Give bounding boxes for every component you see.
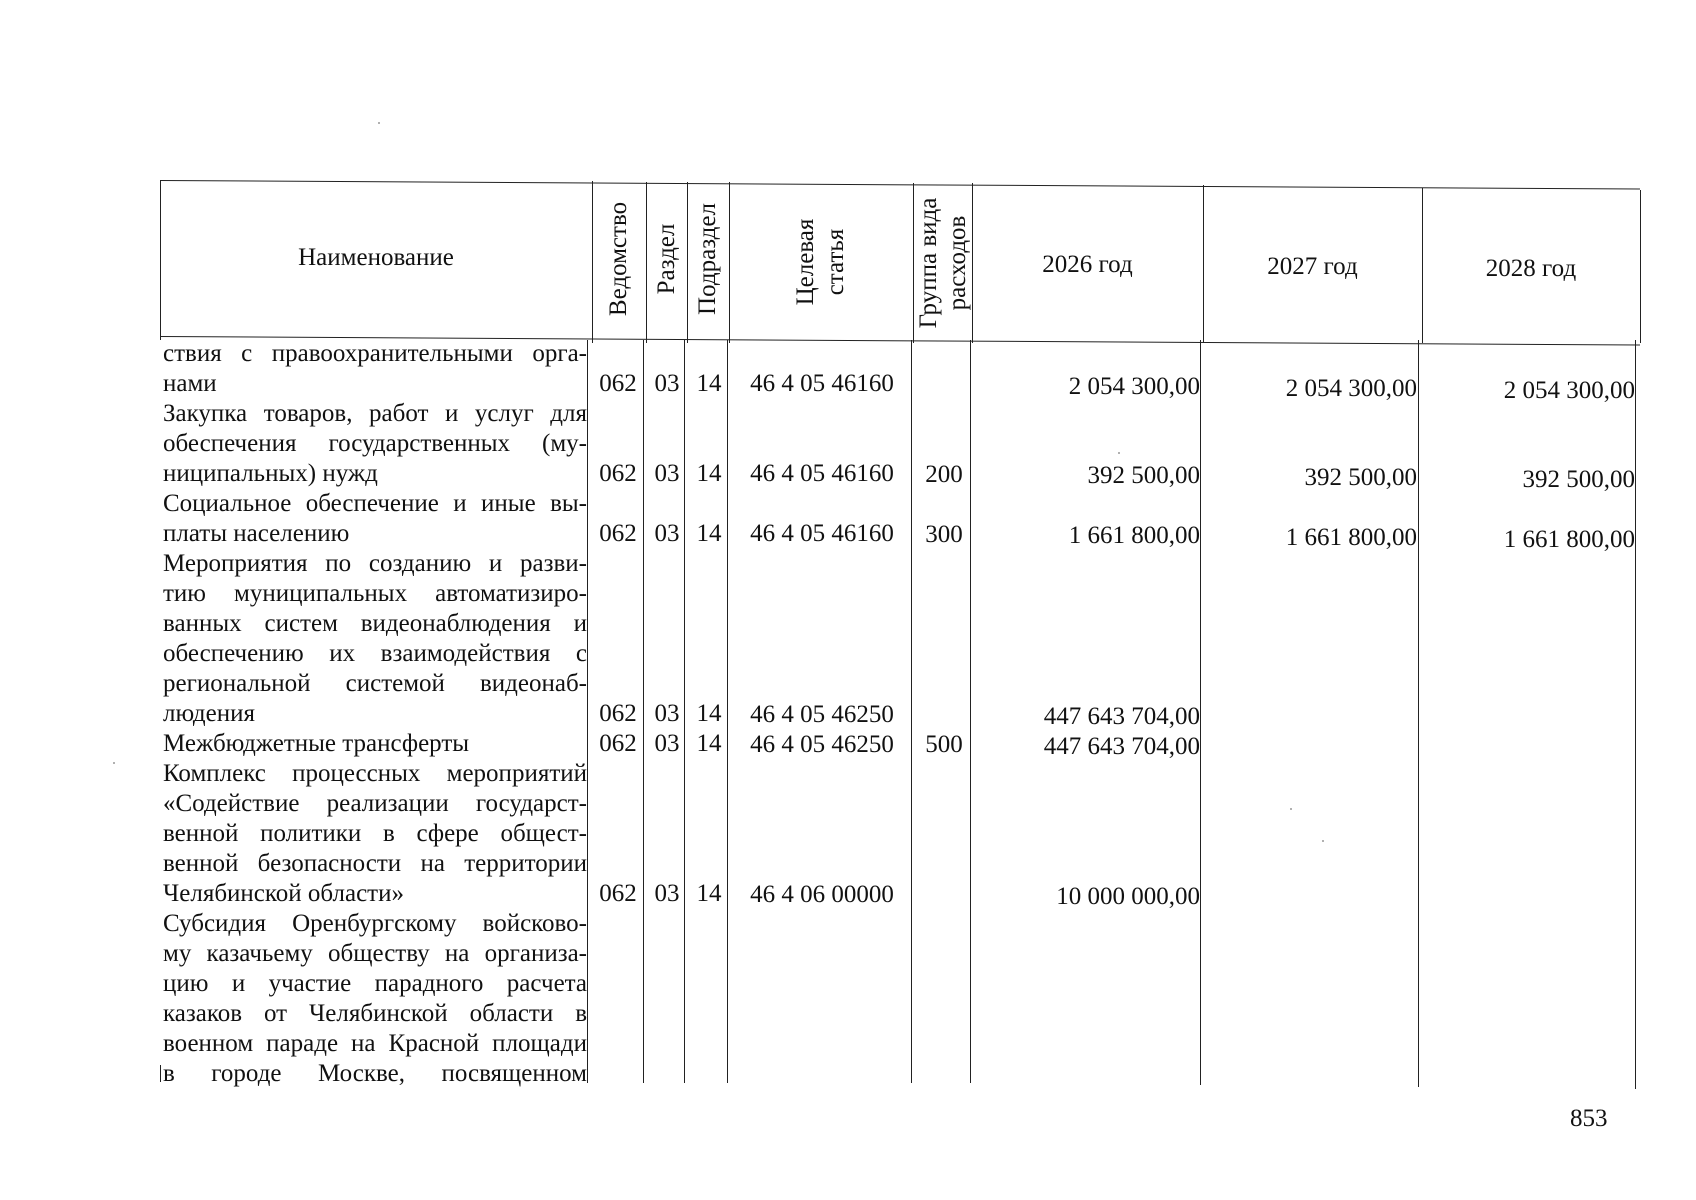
grid-line [592,181,593,343]
cell-vedomstvo: 062 [599,700,637,727]
header-year-2028: 2028 год [1485,255,1577,282]
header-celevaya-line2: статья [822,228,849,296]
cell-gruppa: 200 [925,461,963,488]
name-line: региональной системой видеонаб- [163,670,587,697]
name-line: обеспечения государственных (му- [163,430,587,457]
grid-line [160,1065,161,1082]
cell-razdel: 03 [654,460,680,487]
cell-2026: 2 054 300,00 [1068,373,1200,400]
grid-line [1640,190,1641,343]
grid-line [1635,340,1636,1089]
cell-celevaya: 46 4 05 46160 [750,460,894,487]
cell-razdel: 03 [654,700,680,727]
header-year-2027: 2027 год [1267,253,1358,280]
name-line: ниципальных) нужд [163,460,378,487]
scan-speck [378,122,380,124]
cell-podrazdel: 14 [696,700,722,727]
cell-celevaya: 46 4 05 46250 [750,731,894,758]
name-line: Закупка товаров, работ и услуг для [163,400,587,427]
name-line: венной безопасности на территории [163,850,587,877]
cell-2026: 1 661 800,00 [1068,522,1200,549]
cell-razdel: 03 [654,370,680,397]
name-line: тию муниципальных автоматизиро- [163,580,587,607]
header-name: Наименование [298,244,454,271]
cell-gruppa: 500 [925,731,963,758]
header-year-2026: 2026 год [1042,251,1133,278]
name-line: Межбюджетные трансферты [163,730,470,757]
header-gruppa-line1: Группа вида [915,197,942,329]
cell-vedomstvo: 062 [599,520,637,547]
cell-razdel: 03 [654,730,680,757]
cell-podrazdel: 14 [696,730,722,757]
cell-2028: 2 054 300,00 [1503,377,1635,404]
cell-razdel: 03 [654,880,680,907]
cell-2027: 2 054 300,00 [1285,375,1417,402]
cell-podrazdel: 14 [696,880,722,907]
cell-vedomstvo: 062 [599,880,637,907]
header-gruppa-line2: расходов [944,215,971,311]
name-line: му казачьему обществу на организа- [163,940,587,967]
name-line: Субсидия Оренбургскому войсково- [163,910,587,937]
name-line: Комплекс процессных мероприятий [163,760,587,787]
cell-2028: 392 500,00 [1522,466,1635,493]
name-line: обеспечению их взаимодействия с [163,640,587,667]
grid-line [1418,340,1419,1087]
grid-line [643,340,644,1083]
name-line: Челябинской области» [163,880,404,907]
cell-celevaya: 46 4 05 46160 [750,370,894,397]
cell-vedomstvo: 062 [599,460,637,487]
name-line: Мероприятия по созданию и разви- [163,550,587,577]
name-line: Социальное обеспечение и иные вы- [163,490,587,517]
header-celevaya-line1: Целевая [792,218,819,306]
cell-2028: 1 661 800,00 [1503,526,1635,553]
cell-vedomstvo: 062 [599,730,637,757]
header-podrazdel: Подраздел [694,203,721,315]
cell-celevaya: 46 4 05 46250 [750,701,894,728]
cell-2027: 1 661 800,00 [1285,524,1417,551]
grid-line [913,183,914,343]
grid-line [646,182,647,343]
name-line: военном параде на Красной площади [163,1030,587,1057]
cell-celevaya: 46 4 06 00000 [750,881,894,908]
name-line: казаков от Челябинской области в [163,1000,587,1027]
header-razdel: Раздел [653,223,680,295]
page-number: 853 [1570,1105,1608,1132]
name-line: нами [163,370,217,397]
cell-vedomstvo: 062 [599,370,637,397]
name-line: «Содействие реализации государст- [163,790,587,817]
cell-2026: 10 000 000,00 [1056,883,1200,910]
name-line: платы населению [163,520,350,547]
cell-podrazdel: 14 [696,370,722,397]
scan-speck [113,762,115,764]
name-line: ствия с правоохранительными орга- [163,340,587,367]
name-line: в городе Москве, посвященном [163,1060,587,1087]
cell-celevaya: 46 4 05 46160 [750,520,894,547]
grid-line [687,182,688,343]
name-line: ванных систем видеонаблюдения и [163,610,587,637]
scan-speck [1322,840,1324,842]
grid-line [970,340,971,1083]
cell-2026: 447 643 704,00 [1043,733,1200,760]
grid-line [587,340,588,1083]
cell-2026: 447 643 704,00 [1043,703,1200,730]
cell-gruppa: 300 [925,521,963,548]
name-line: венной политики в сфере общест- [163,820,587,847]
header-vedomstvo: Ведомство [605,201,632,317]
scan-speck [1290,808,1292,810]
cell-razdel: 03 [654,520,680,547]
cell-podrazdel: 14 [696,520,722,547]
scan-speck [1118,452,1120,454]
name-line: цию и участие парадного расчета [163,970,587,997]
header-top-line [160,180,1640,190]
grid-line [1200,340,1201,1085]
cell-podrazdel: 14 [696,460,722,487]
cell-2027: 392 500,00 [1304,464,1417,491]
cell-2026: 392 500,00 [1087,462,1200,489]
grid-line [729,182,730,343]
name-line: людения [163,700,255,727]
